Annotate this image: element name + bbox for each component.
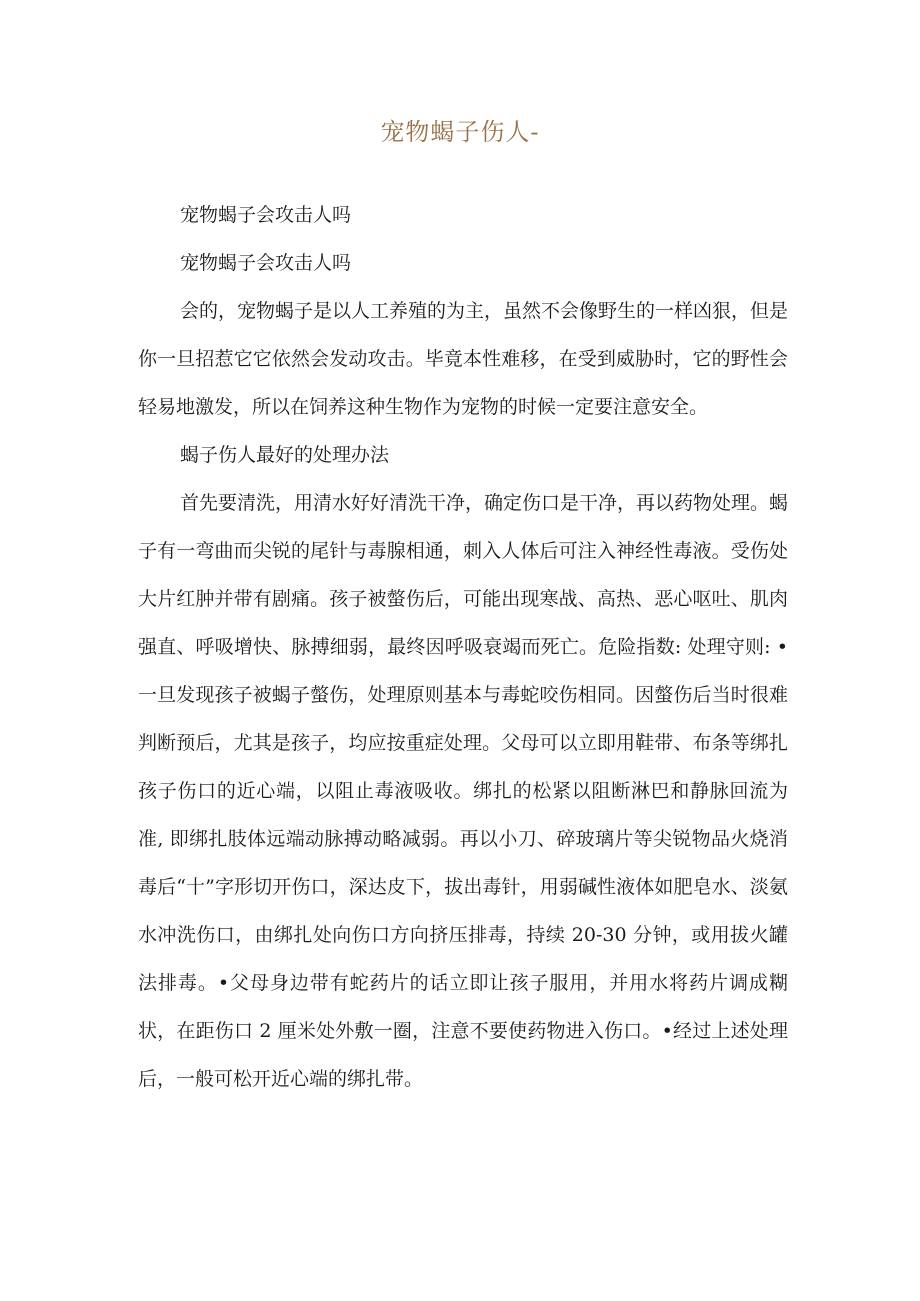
paragraph-heading-treatment: 蝎子伤人最好的处理办法 [180, 444, 390, 466]
document-title: 宠物蝎子伤人- [380, 118, 540, 146]
paragraph-question: 宠物蝎子会攻击人吗 [180, 204, 352, 226]
paragraph-answer: 会的，宠物蝎子是以人工养殖的为主，虽然不会像野生的一样凶狠，但是你一旦招惹它它依然会发动攻击。毕竟本性难移，在受到威胁时，它的野性会轻易地激发，所以在饲养这种生物作为宠物的时候一定要注意安全。 [138, 300, 789, 418]
paragraph-treatment: 首先要清洗，用清水好好清洗干净，确定伤口是干净，再以药物处理。蝎子有一弯曲而尖锐的尾针与毒腺相通，刺入人体后可注入神经性毒液。受伤处大片红肿并带有剧痛。孩子被螫伤后，可能出现寒战、高热、恶心呕吐、肌肉强直、呼吸增快、脉搏细弱，最终因呼吸衰竭而死亡。危险指数: 处理守则: •一旦发现孩子被蝎子螫伤，处理原则基本与毒蛇咬伤相同。因螫伤后当时很难判断预后，尤其是孩子，均应按重症处理。父母可以立即用鞋带、布条等绑扎孩子伤口的近心端，以阻止毒液吸收。绑扎的松紧以阻断淋巴和静脉回流为准, 即绑扎肢体远端动脉搏动略减弱。再以小刀、碎玻璃片等尖锐物品火烧消毒后“十”字形切开伤口，深达皮下，拔出毒针，用弱碱性液体如肥皂水、淡氨水冲洗伤口，由绑扎处向伤口方向挤压排毒，持续 20-30 分钟，或用拔火罐法排毒。•父母身边带有蛇药片的话立即让孩子服用，并用水将药片调成糊状，在距伤口 2 厘米处外敷一圈，注意不要使药物进入伤口。•经过上述处理后，一般可松开近心端的绑扎带。 [138, 492, 789, 1090]
paragraph-question-repeat: 宠物蝎子会攻击人吗 [180, 252, 352, 274]
document-body [138, 191, 788, 1103]
